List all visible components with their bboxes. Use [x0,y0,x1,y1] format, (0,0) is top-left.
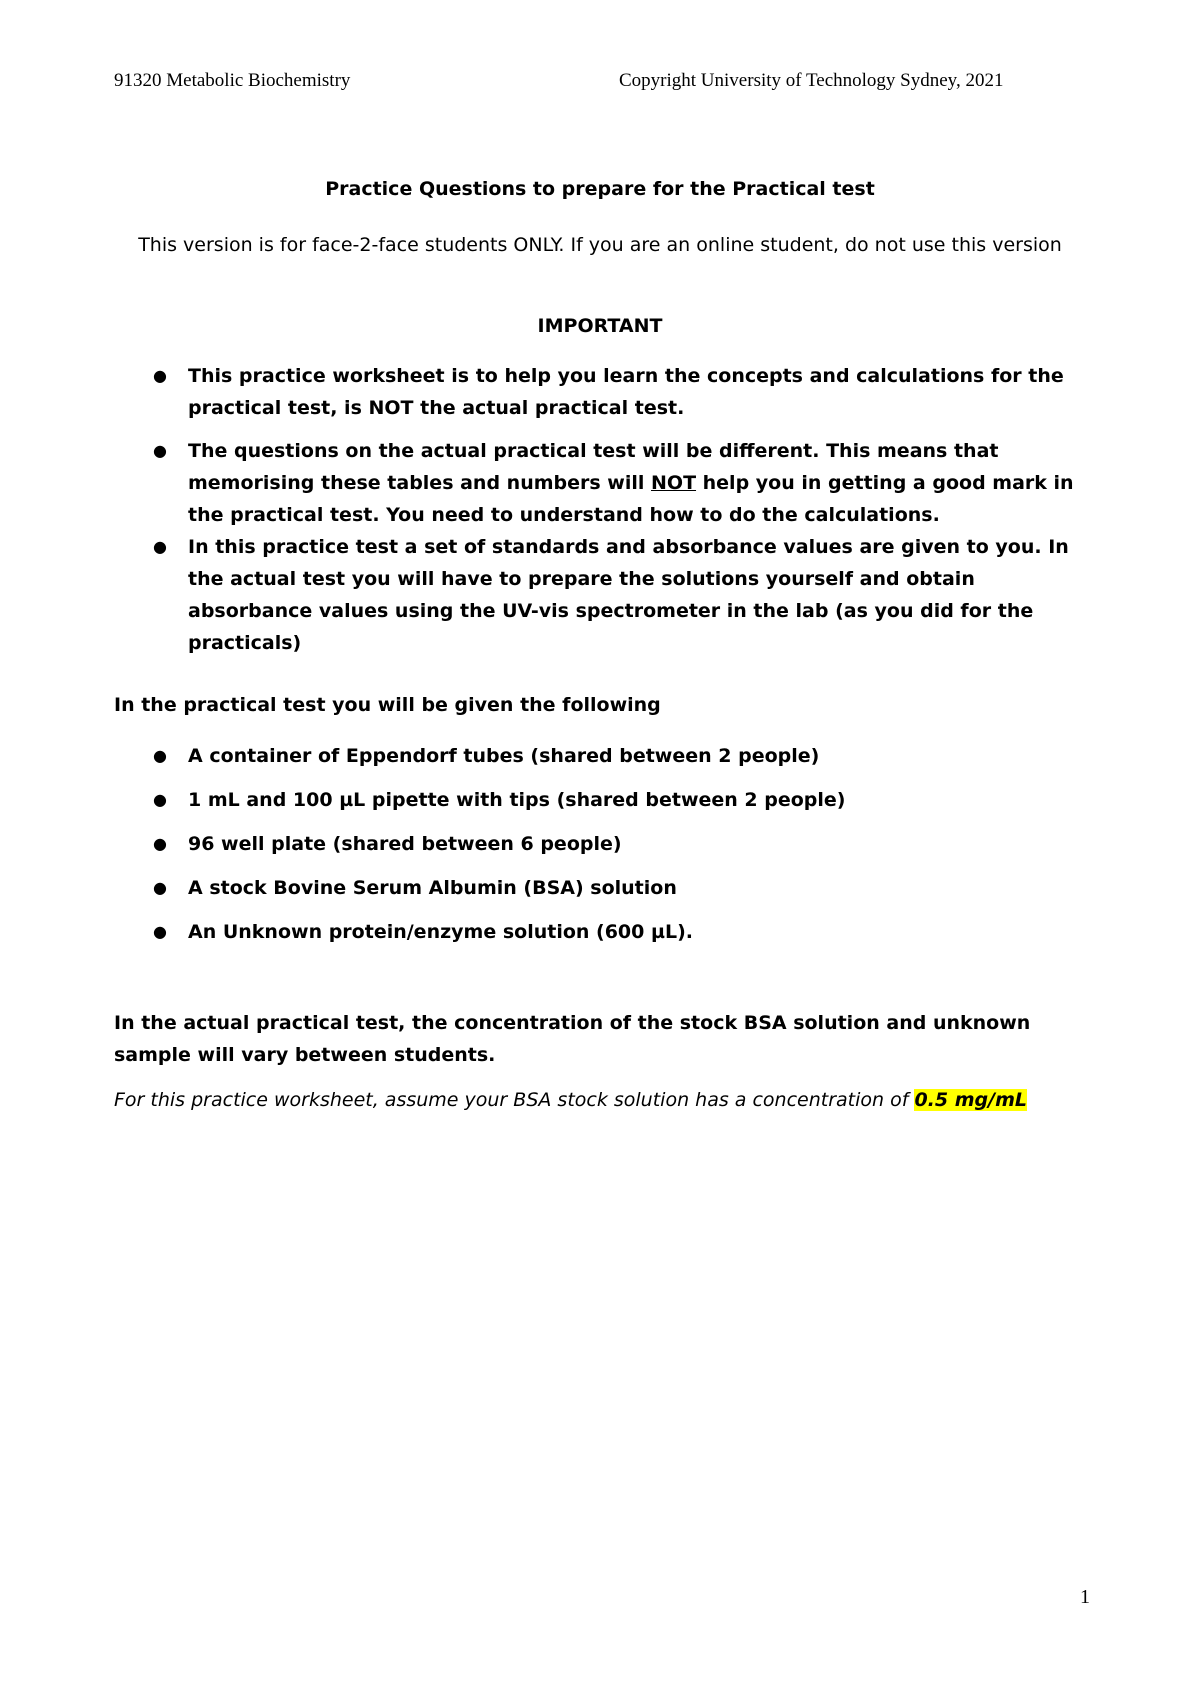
given-item [0,784,1200,816]
important-item-text-end: help you in getting a good mark in the practical test. You need to understand how to do the calculations. [188,472,1074,526]
given-item [0,740,1200,772]
given-item [0,916,1200,948]
bullet-icon: ● [153,834,167,853]
bullet-icon: ● [153,922,167,941]
given-item-text: A stock Bovine Serum Albumin (BSA) solution [188,877,677,899]
given-intro: In the practical test you will be given the following [114,694,661,716]
important-item [0,360,1200,424]
bullet-icon: ● [153,366,167,385]
important-list [0,360,1200,670]
given-item-text: 96 well plate (shared between 6 people) [188,833,622,855]
given-item [0,872,1200,904]
assumption-note [114,1089,1027,1111]
bullet-icon: ● [153,790,167,809]
header-course: 91320 Metabolic Biochemistry [114,70,351,91]
given-item-text: A container of Eppendorf tubes (shared between 2 people) [188,745,820,767]
header-copyright: Copyright University of Technology Sydney, 2021 [619,70,1004,91]
important-item [0,435,1200,531]
important-item-text-start: The questions on the actual practical test will be different. This means that memorising these tables and numbers will [188,440,999,494]
important-heading: IMPORTANT [537,315,663,337]
bullet-icon: ● [153,441,167,460]
important-item-text: This practice worksheet is to help you learn the concepts and calculations for the practical test, is NOT the actual practical test. [188,365,1064,419]
given-list [0,740,1200,960]
given-item [0,828,1200,860]
given-item-text: An Unknown protein/enzyme solution (600 µL). [188,921,693,943]
document-title: Practice Questions to prepare for the Practical test [325,178,875,200]
document-subtitle: This version is for face-2-face students ONLY. If you are an online student, do not use this version [138,234,1062,256]
bullet-icon: ● [153,878,167,897]
page-number: 1 [1080,1586,1090,1608]
given-item-text: 1 mL and 100 µL pipette with tips (shared between 2 people) [188,789,846,811]
assumption-text: For this practice worksheet, assume your BSA stock solution has a concentration of [114,1089,915,1111]
actual-test-note: In the actual practical test, the concentration of the stock BSA solution and unknown sample will vary between students. [114,1012,1031,1066]
highlighted-concentration: 0.5 mg/mL [914,1089,1027,1111]
bullet-icon: ● [153,537,167,556]
important-item-text: In this practice test a set of standards and absorbance values are given to you. In the actual test you will have to prepare the solutions yourself and obtain absorbance values using the UV-vis spectrometer in the lab (as you did for the practicals) [188,536,1069,654]
important-item-underlined: NOT [651,472,697,494]
bullet-icon: ● [153,746,167,765]
important-item [0,531,1200,659]
